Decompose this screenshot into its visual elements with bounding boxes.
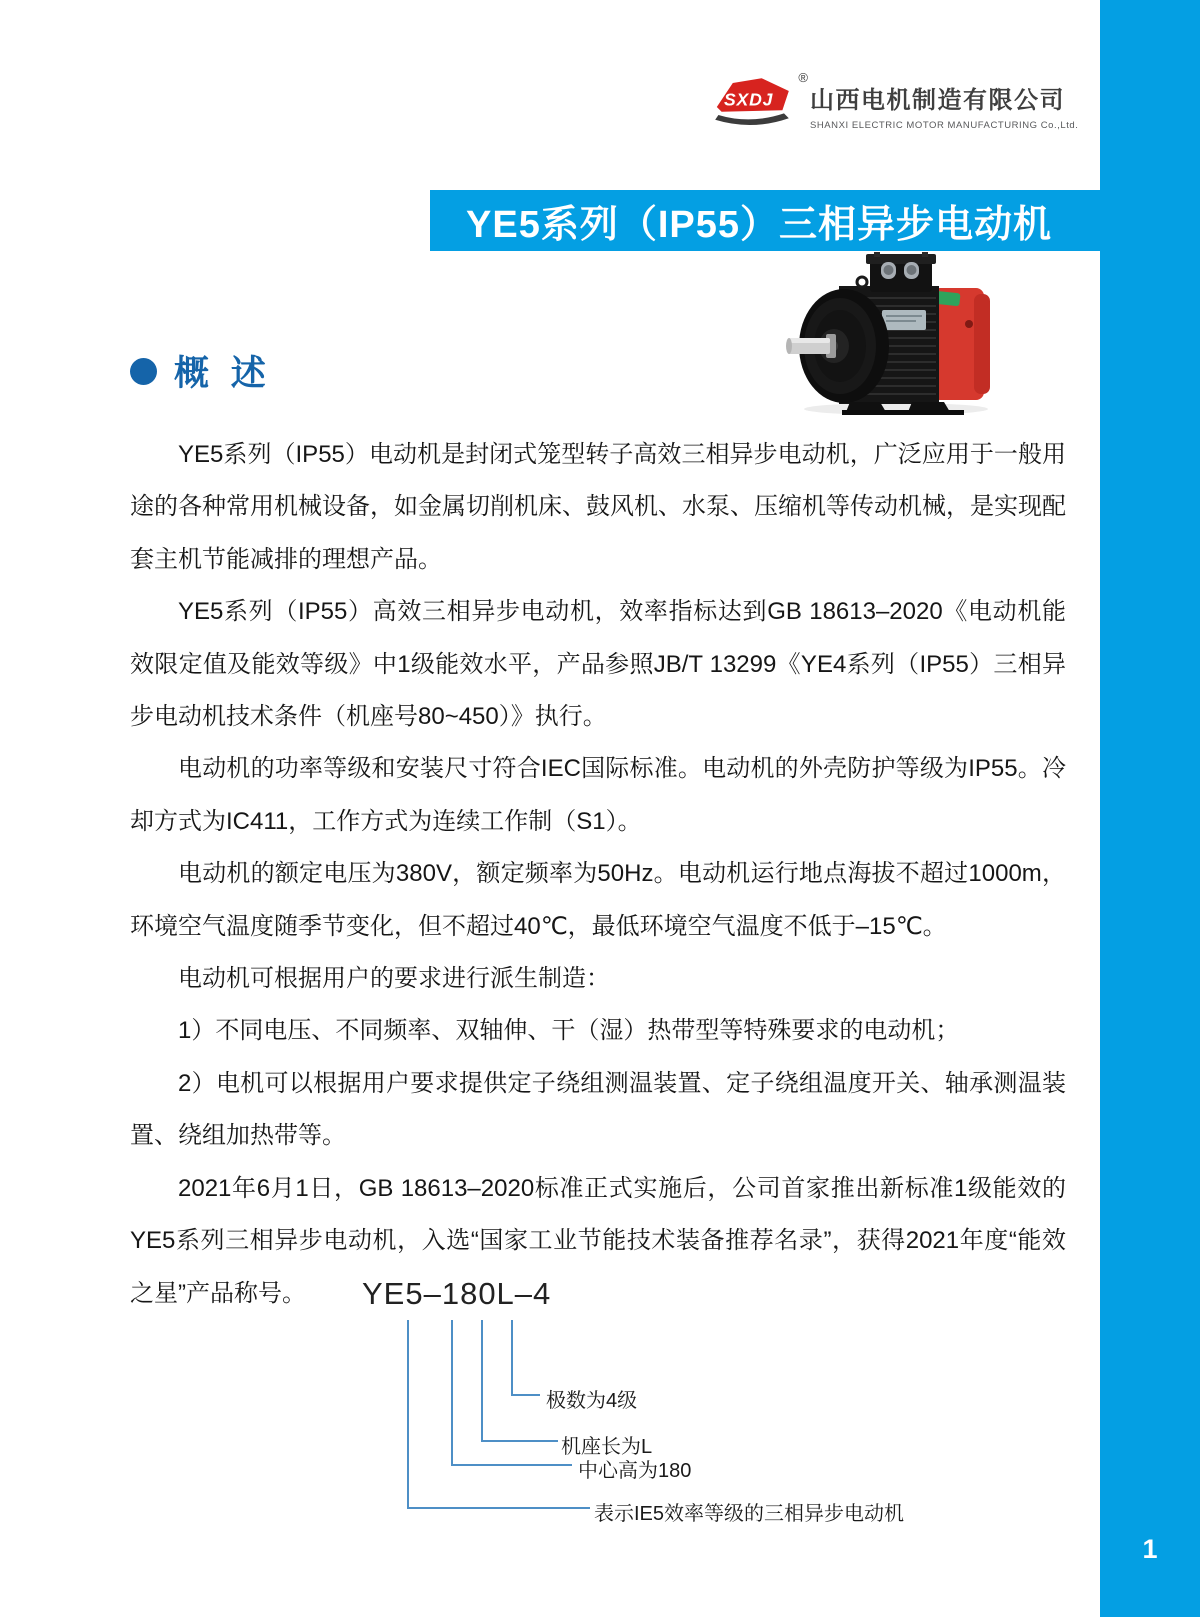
paragraph: YE5系列（IP55）电动机是封闭式笼型转子高效三相异步电动机，广泛应用于一般用途的各种常用机械设备，如金属切削机床、鼓风机、水泵、压缩机等传动机械，是实现配套主机节能减排的理想产品。 xyxy=(130,441,1066,573)
paragraph: 2021年6月1日，GB 18613–2020标准正式实施后，公司首家推出新标准1级能效的YE5系列三相异步电动机，入选“国家工业节能技术装备推荐名录”，获得2021年度“能效之星”产品称号。 xyxy=(130,1174,1066,1307)
page-number: 1 xyxy=(1142,1534,1158,1564)
motor-product-image xyxy=(784,252,1009,422)
model-number-text: YE5–180L–4 xyxy=(362,1276,552,1311)
svg-text:SXDJ: SXDJ xyxy=(724,89,774,110)
diagram-label-center-height: 中心高为180 xyxy=(578,1460,692,1482)
registered-trademark-icon: ® xyxy=(798,70,808,85)
section-title: 概 述 xyxy=(174,354,272,393)
overview-section-header xyxy=(130,346,272,396)
company-name-cn: 山西电机制造有限公司 xyxy=(810,87,1065,114)
paragraph: 电动机的功率等级和安装尺寸符合IEC国际标准。电动机的外壳防护等级为IP55。冷却方式为IC411，工作方式为连续工作制（S1）。 xyxy=(130,755,1066,835)
company-logo xyxy=(712,70,1079,132)
paragraph: 电动机的额定电压为380V，额定频率为50Hz。电动机运行地点海拔不超过1000m，环境空气温度随季节变化，但不超过40℃，最低环境空气温度不低于–15℃。 xyxy=(130,860,1066,940)
bullet-dot-icon xyxy=(130,358,157,385)
paragraph: YE5系列（IP55）高效三相异步电动机，效率指标达到GB 18613–2020《电动机能效限定值及能效等级》中1级能效水平，产品参照JB/T 13299《YE4系列（IP55）三相异步电动机技术条件（机座号80~450）》执行。 xyxy=(130,598,1066,731)
paragraph: 2）电机可以根据用户要求提供定子绕组测温装置、定子绕组温度开关、轴承测温装置、绕组加热带等。 xyxy=(130,1069,1066,1150)
paragraph: 电动机可根据用户的要求进行派生制造： xyxy=(178,965,610,993)
diagram-connector-lines xyxy=(400,1316,860,1516)
company-name-block xyxy=(810,74,1078,131)
title-banner xyxy=(430,190,1200,251)
diagram-label-efficiency-class: 表示IE5效率等级的三相异步电动机 xyxy=(594,1503,905,1525)
company-name-en: SHANXI ELECTRIC MOTOR MANUFACTURING Co.,Ltd. xyxy=(810,120,1079,131)
paragraph: 1）不同电压、不同频率、双轴伸、干（湿）热带型等特殊要求的电动机； xyxy=(178,1017,960,1045)
diagram-label-frame-length: 机座长为L xyxy=(561,1436,653,1458)
series-title: YE5系列（IP55）三相异步电动机 xyxy=(466,204,1052,246)
sxdj-logo-icon xyxy=(712,70,808,132)
diagram-label-poles: 极数为4级 xyxy=(546,1390,638,1412)
overview-paragraphs xyxy=(130,429,1066,1320)
